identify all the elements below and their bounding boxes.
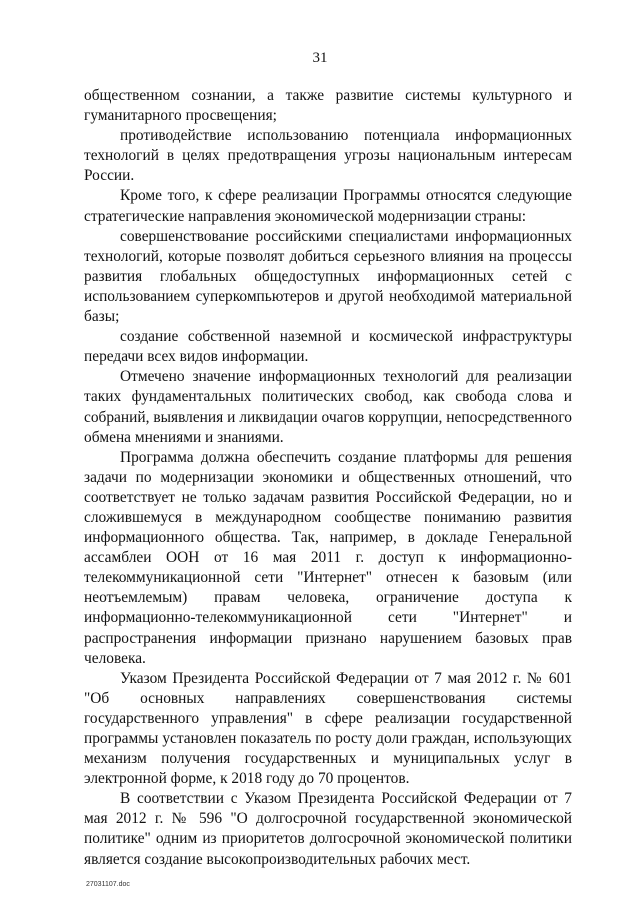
paragraph-9: В соответствии с Указом Президента Российской Федерации от 7 мая 2012 г. № 596 "О долгосрочной государственной экономической политике" одним из приоритетов долгосрочной экономической политики является создание высокопроизводительных рабочих мест. <box>84 790 572 868</box>
paragraph-3: Кроме того, к сфере реализации Программы относятся следующие стратегические направления экономической модернизации страны: <box>84 187 572 225</box>
paragraph-6: Отмечено значение информационных технологий для реализации таких фундаментальных политических свобод, как свобода слова и собраний, выявления и ликвидации очагов коррупции, непосредственного обмена мнениями и знаниями. <box>84 368 572 446</box>
paragraph-7: Программа должна обеспечить создание платформы для решения задачи по модернизации экономики и общественных отношений, что соответствует не только задачам развития Российской Федерации, но и сложившемуся в международном сообществе пониманию развития информационного общества. Так, например, в докладе Генеральной ассамблеи ООН от 16 мая 2011 г. доступ к информационно-телекоммуникационной сети "Интернет" отнесен к базовым (или неотъемлемым) правам человека, ограничение доступа к информационно-телекоммуникационной сети "Интернет" и распространения информации признано нарушением базовых прав человека. <box>84 448 572 667</box>
paragraph-4: совершенствование российскими специалистами информационных технологий, которые позволят добиться серьезного влияния на процессы развития глобальных общедоступных информационных сетей с использованием суперкомпьютеров и другой необходимой материальной базы; <box>84 227 572 326</box>
paragraph-5: создание собственной наземной и космической инфраструктуры передачи всех видов информации. <box>84 328 572 366</box>
paragraph-8: Указом Президента Российской Федерации от 7 мая 2012 г. № 601 "Об основных направлениях совершенствования системы государственного управления" в сфере реализации государственной программы установлен показатель по росту доли граждан, использующих механизм получения государственных и муниципальных услуг в электронной форме, к 2018 году до 70 процентов. <box>84 669 572 788</box>
paragraph-1: общественном сознании, а также развитие системы культурного и гуманитарного просвещения; <box>84 87 572 125</box>
document-body <box>84 86 572 870</box>
page-number: 31 <box>312 50 328 66</box>
file-name-footer: 27031107.doc <box>86 881 130 888</box>
paragraph-2: противодействие использованию потенциала информационных технологий в целях предотвращения угрозы национальным интересам России. <box>84 127 572 185</box>
